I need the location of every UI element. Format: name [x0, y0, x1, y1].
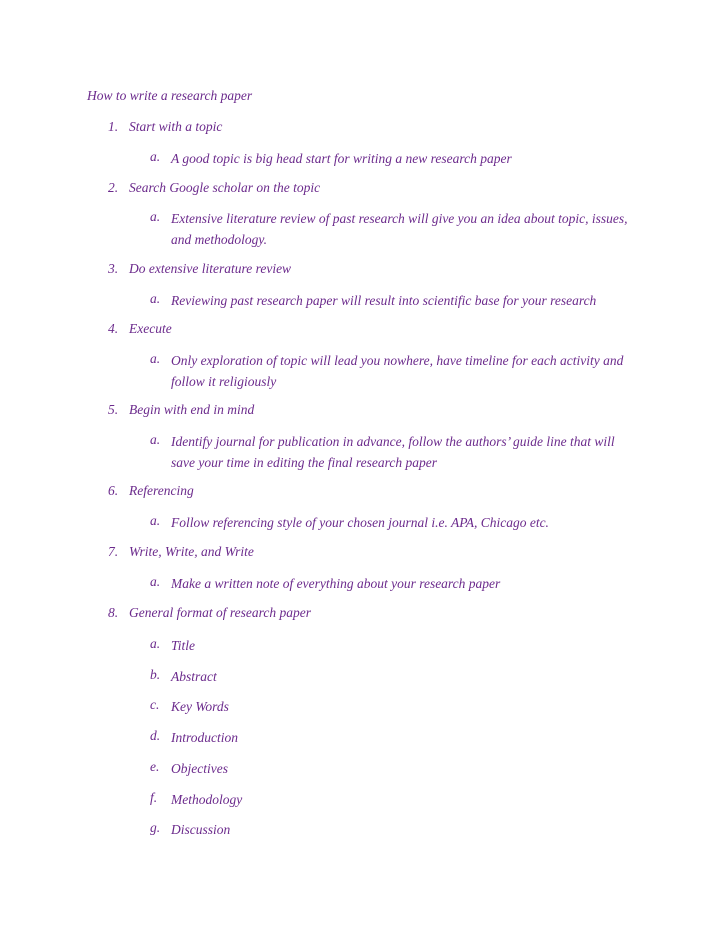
sub-item-letter: a.: [150, 432, 161, 447]
sub-item-text: Abstract: [171, 669, 217, 684]
list-item-text: Start with a topic: [129, 119, 223, 134]
sub-item-text: Reviewing past research paper will result into scientific base for your research: [171, 293, 597, 308]
sub-item-letter: a.: [150, 149, 161, 164]
list-item-text: General format of research paper: [129, 605, 311, 620]
list-item-number: 8.: [108, 605, 119, 620]
list-item-number: 5.: [108, 402, 119, 417]
sub-item-text: Extensive literature review of past research will give you an idea about topic, issues, and methodology.: [171, 211, 628, 247]
sub-item-letter: b.: [150, 667, 161, 682]
sub-item-text: Methodology: [171, 792, 243, 807]
sub-item-text: Key Words: [171, 699, 229, 714]
sub-item-letter: a.: [150, 636, 161, 651]
list-item-number: 4.: [108, 321, 119, 336]
sub-item-text: Follow referencing style of your chosen journal i.e. APA, Chicago etc.: [171, 515, 549, 530]
list-item-text: Write, Write, and Write: [129, 544, 254, 559]
sub-item-text: A good topic is big head start for writing a new research paper: [171, 151, 512, 166]
sub-item-letter: a.: [150, 574, 161, 589]
sub-item-text: Introduction: [171, 730, 238, 745]
sub-item-letter: a.: [150, 291, 161, 306]
sub-item-letter: f.: [150, 790, 158, 805]
list-item-number: 3.: [108, 261, 119, 276]
list-item-number: 6.: [108, 483, 119, 498]
sub-item-text: Title: [171, 638, 196, 653]
list-item-number: 1.: [108, 119, 119, 134]
list-item-text: Referencing: [129, 483, 194, 498]
sub-item-letter: a.: [150, 351, 161, 366]
document-title: How to write a research paper: [87, 88, 253, 103]
list-item-text: Do extensive literature review: [129, 261, 292, 276]
sub-item-letter: e.: [150, 759, 160, 774]
sub-item-text: Make a written note of everything about your research paper: [171, 576, 501, 591]
list-item-text: Search Google scholar on the topic: [129, 180, 321, 195]
sub-item-text: Discussion: [171, 822, 231, 837]
sub-item-letter: g.: [150, 820, 161, 835]
sub-item-letter: c.: [150, 697, 160, 712]
list-item-text: Begin with end in mind: [129, 402, 255, 417]
list-item-number: 7.: [108, 544, 119, 559]
sub-item-text: Objectives: [171, 761, 228, 776]
sub-item-letter: d.: [150, 728, 161, 743]
sub-item-text: Identify journal for publication in advance, follow the authors’ guide line that will save your time in editing the final research paper: [171, 434, 615, 470]
list-item-number: 2.: [108, 180, 119, 195]
list-item-text: Execute: [129, 321, 172, 336]
sub-item-letter: a.: [150, 513, 161, 528]
sub-item-text: Only exploration of topic will lead you nowhere, have timeline for each activity and follow it religiously: [171, 353, 624, 389]
sub-item-letter: a.: [150, 209, 161, 224]
